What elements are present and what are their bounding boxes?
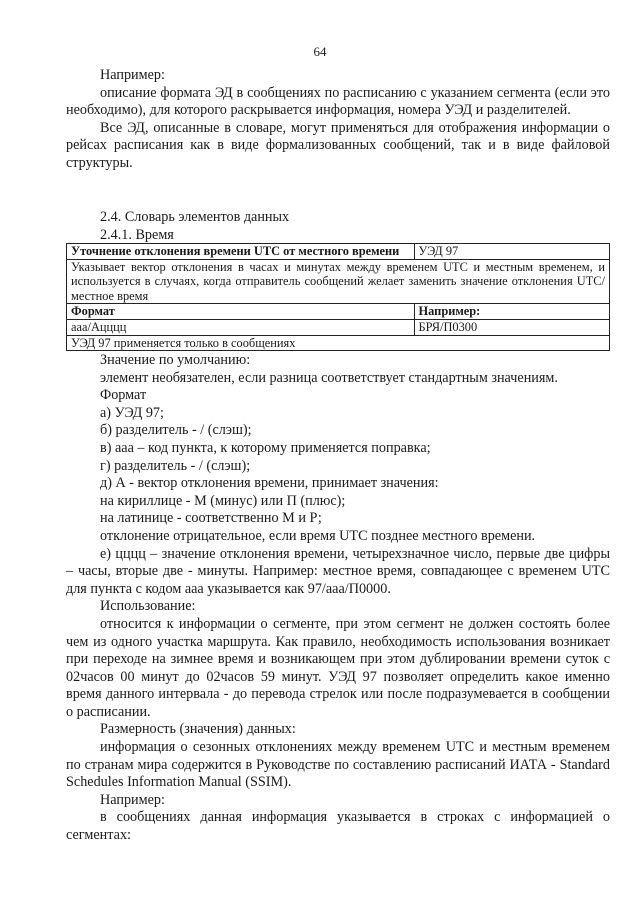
usage-text: относится к информации о сегменте, при этом сегмент не должен состоять более чем из одного участка маршрута. Как правило, необходимость использования возникает при переходе на зимнее время и возникающем при этом дублировании времени суток с 02часов 00 минут до 02часов 59 минут. УЭД 97 позволяет определить какое именно время данного интервала - до перевода стрелок или после подразумевается в сообщении о расписании. <box>66 615 610 720</box>
example-text-bottom: в сообщениях данная информация указывается в строках с информацией о сегментах: <box>66 809 610 844</box>
table-description-cell: Указывает вектор отклонения в часах и минутах между временем UTC и местным временем, и используется в случаях, когда отправитель сообщений желает заменить значение отклонения UTC/местное время <box>67 259 610 304</box>
intro-section <box>66 67 610 173</box>
format-item-e: е) цццц – значение отклонения времени, четырехзначное число, первые две цифры – часы, вторые две - минуты. Например: местное время, совпадающее с временем UTC для пункта с кодом ааа указывается как 97/ааа/П0000. <box>66 545 610 597</box>
section-heading-2-4-1: 2.4.1. Время <box>100 226 174 243</box>
dimension-text: информация о сезонных отклонениях между временем UTC и местным временем по странам мира содержится в Руководстве по составлению расписаний ИАТА - Standard Schedules Information Manual (SSIM). <box>66 739 610 791</box>
table-format-value: aaa/Ацццц <box>67 319 415 335</box>
format-item-v: в) aaa – код пункта, к которому применяется поправка; <box>100 439 431 456</box>
example-label-bottom: Например: <box>100 791 165 808</box>
format-item-b: б) разделитель - / (слэш); <box>100 422 252 439</box>
body-section <box>66 352 610 845</box>
table-ued-cell: УЭД 97 <box>414 244 609 260</box>
page-number: 64 <box>313 44 327 59</box>
intro-paragraph-1: описание формата ЭД в сообщениях по расписанию с указанием сегмента (если это необходимо), для которого раскрывается информация, номера УЭД и разделителей. <box>66 84 610 119</box>
data-element-table <box>66 243 610 351</box>
intro-paragraph-2: Все ЭД, описанные в словаре, могут применяться для отображения информации о рейсах расписания как в виде формализованных сообщений, так и в виде файловой структуры. <box>66 119 610 171</box>
format-item-g: г) разделитель - / (слэш); <box>100 457 251 474</box>
table-format-header: Формат <box>67 304 415 320</box>
format-label: Формат <box>100 387 147 404</box>
usage-label: Использование: <box>100 598 196 615</box>
table-example-header: Например: <box>414 304 609 320</box>
section-heading-2-4: 2.4. Словарь элементов данных <box>100 209 290 225</box>
section-headings <box>66 209 610 244</box>
format-item-d: д) А - вектор отклонения времени, принимает значения: <box>100 475 439 492</box>
dimension-label: Размерность (значения) данных: <box>100 721 296 738</box>
default-label: Значение по умолчанию: <box>100 352 251 368</box>
table-title-cell: Уточнение отклонения времени UTC от местного времени <box>67 244 415 260</box>
table-example-value: БРЯ/П0300 <box>414 319 609 335</box>
format-item-d-latin: на латинице - соответственно М и Р; <box>100 510 322 527</box>
example-label-top: Например: <box>100 67 165 83</box>
format-item-d-cyrillic: на кириллице - М (минус) или П (плюс); <box>100 492 346 509</box>
table-footer-cell: УЭД 97 применяется только в сообщениях <box>67 335 610 351</box>
default-text: элемент необязателен, если разница соответствует стандартным значениям. <box>100 369 558 386</box>
format-item-a: а) УЭД 97; <box>100 404 164 421</box>
format-item-d-negative: отклонение отрицательное, если время UTC позднее местного времени. <box>100 527 536 544</box>
